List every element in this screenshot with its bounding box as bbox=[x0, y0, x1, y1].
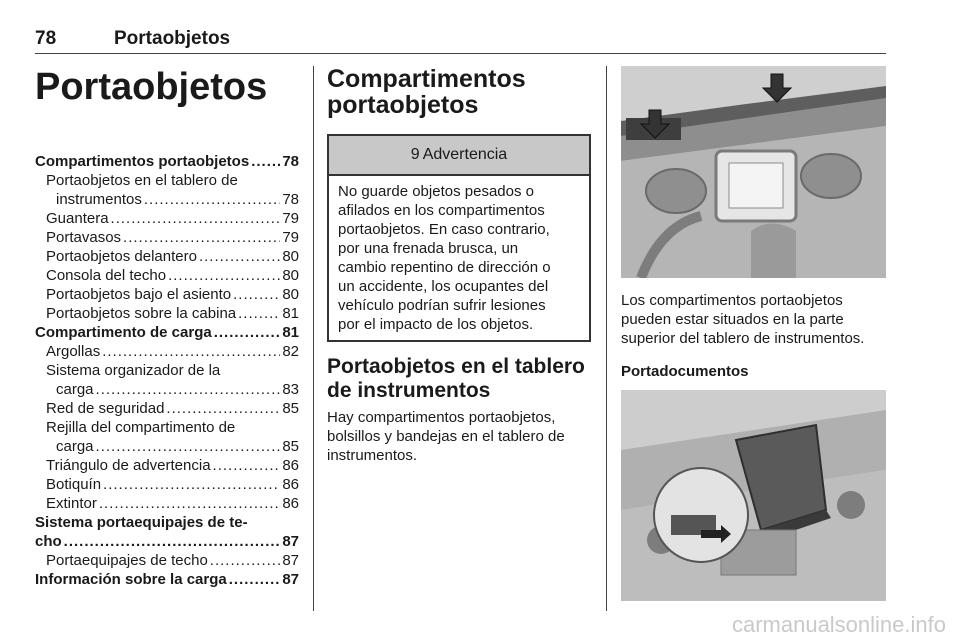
warning-header bbox=[329, 136, 589, 176]
toc-entry[interactable] bbox=[35, 304, 299, 323]
toc-entry-page: 83 bbox=[282, 381, 299, 398]
toc-entry-label: Botiquín bbox=[46, 476, 102, 493]
toc-leader-dots bbox=[96, 437, 281, 456]
toc-entry-label: carga bbox=[56, 381, 94, 398]
watermark: carmanualsonline.info bbox=[731, 612, 946, 637]
subsection-title-line: de instrumentos bbox=[327, 379, 491, 402]
warning-line: cambio repentino de dirección o bbox=[338, 259, 551, 276]
toc-entry-label: Portaobjetos bajo el asiento bbox=[46, 286, 232, 303]
toc-entry[interactable] bbox=[35, 190, 299, 209]
toc-entry-label: Extintor bbox=[46, 495, 97, 512]
header-rule bbox=[35, 53, 886, 54]
toc-entry[interactable]: Sistema portaequipajes de te- bbox=[35, 514, 248, 531]
toc-leader-dots bbox=[111, 209, 281, 228]
toc-entry-label: Compartimentos portaobjetos bbox=[35, 153, 250, 170]
toc-entry-page: 86 bbox=[282, 476, 299, 493]
toc-entry-label: Guantera bbox=[46, 210, 109, 227]
toc-entry[interactable] bbox=[35, 247, 299, 266]
toc-leader-dots bbox=[229, 570, 281, 589]
section-title-line: portaobjetos bbox=[327, 91, 479, 119]
toc-entry-page: 79 bbox=[282, 229, 299, 246]
toc-entry[interactable] bbox=[35, 456, 299, 475]
toc-entry[interactable] bbox=[35, 152, 299, 171]
toc-leader-dots bbox=[96, 380, 281, 399]
chapter-title: Portaobjetos bbox=[35, 66, 268, 108]
column-divider-1 bbox=[313, 66, 314, 611]
page-number: 78 bbox=[35, 28, 57, 49]
toc-entry[interactable] bbox=[35, 475, 299, 494]
body-line: Hay compartimentos portaobjetos, bbox=[327, 409, 556, 426]
toc-entry-page: 81 bbox=[282, 324, 299, 341]
toc-entry-label: Portaobjetos sobre la cabina bbox=[46, 305, 237, 322]
warning-line: un accidente, los ocupantes del bbox=[338, 278, 549, 295]
toc-entry-page: 79 bbox=[282, 210, 299, 227]
toc-entry-page: 85 bbox=[282, 400, 299, 417]
toc-entry[interactable] bbox=[35, 380, 299, 399]
toc-leader-dots bbox=[168, 266, 280, 285]
toc-entry-page: 87 bbox=[282, 533, 299, 550]
toc-column bbox=[35, 66, 299, 589]
toc-entry[interactable] bbox=[35, 209, 299, 228]
toc-entry[interactable]: Portaobjetos en el tablero de bbox=[46, 172, 238, 189]
toc-leader-dots bbox=[166, 399, 280, 418]
toc-leader-dots bbox=[251, 152, 280, 171]
warning-line: por el impacto de los objetos. bbox=[338, 316, 534, 333]
toc-entry-page: 86 bbox=[282, 495, 299, 512]
section-title bbox=[327, 66, 593, 118]
caption-line: pueden estar situados en la parte bbox=[621, 311, 844, 328]
toc-entry-label: carga bbox=[56, 438, 94, 455]
warning-triangle-icon: 9 bbox=[410, 146, 420, 163]
body-paragraph bbox=[327, 408, 593, 465]
toc-entry-page: 78 bbox=[282, 191, 299, 208]
subsection-title-line: Portaobjetos en el tablero bbox=[327, 355, 585, 378]
document-holder-illustration bbox=[621, 390, 886, 601]
subsection-title bbox=[327, 355, 593, 403]
toc-entry[interactable] bbox=[35, 437, 299, 456]
toc-entry[interactable] bbox=[35, 228, 299, 247]
toc-entry-page: 80 bbox=[282, 248, 299, 265]
toc-entry-page: 78 bbox=[282, 153, 299, 170]
toc-entry-label: Consola del techo bbox=[46, 267, 167, 284]
figure-column bbox=[621, 66, 886, 601]
toc-entry-page: 87 bbox=[282, 571, 299, 588]
toc-entry[interactable] bbox=[35, 494, 299, 513]
toc-entry[interactable]: Rejilla del compartimento de bbox=[46, 419, 236, 436]
toc-entry[interactable] bbox=[35, 342, 299, 361]
body-line: bolsillos y bandejas en el tablero de bbox=[327, 428, 565, 445]
table-of-contents bbox=[35, 152, 299, 589]
section-title-line: Compartimentos bbox=[327, 65, 526, 93]
caption-line: Los compartimentos portaobjetos bbox=[621, 292, 843, 309]
toc-entry[interactable] bbox=[35, 323, 299, 342]
toc-entry-page: 86 bbox=[282, 457, 299, 474]
toc-leader-dots bbox=[123, 228, 280, 247]
toc-leader-dots bbox=[144, 190, 280, 209]
content-column bbox=[327, 66, 593, 465]
toc-entry-page: 87 bbox=[282, 552, 299, 569]
dashboard-storage-illustration bbox=[621, 66, 886, 278]
toc-entry[interactable] bbox=[35, 399, 299, 418]
toc-entry-label: cho bbox=[35, 533, 62, 550]
toc-leader-dots bbox=[99, 494, 280, 513]
running-title: Portaobjetos bbox=[114, 28, 231, 49]
toc-leader-dots bbox=[210, 551, 281, 570]
toc-leader-dots bbox=[238, 304, 280, 323]
toc-entry[interactable]: Sistema organizador de la bbox=[46, 362, 221, 379]
toc-entry-page: 85 bbox=[282, 438, 299, 455]
toc-entry-page: 80 bbox=[282, 286, 299, 303]
toc-entry-page: 80 bbox=[282, 267, 299, 284]
toc-leader-dots bbox=[213, 456, 281, 475]
toc-entry-page: 82 bbox=[282, 343, 299, 360]
toc-leader-dots bbox=[102, 342, 280, 361]
toc-entry-label: Portavasos bbox=[46, 229, 122, 246]
toc-leader-dots bbox=[103, 475, 280, 494]
warning-line: portaobjetos. En caso contrario, bbox=[338, 221, 550, 238]
warning-line: afilados en los compartimentos bbox=[338, 202, 545, 219]
figure-caption bbox=[621, 291, 886, 348]
toc-leader-dots bbox=[199, 247, 280, 266]
toc-entry-label: Información sobre la carga bbox=[35, 571, 227, 588]
column-divider-2 bbox=[606, 66, 607, 611]
toc-entry[interactable] bbox=[35, 532, 299, 551]
warning-line: vehículo podrían sufrir lesiones bbox=[338, 297, 546, 314]
toc-entry-label: Red de seguridad bbox=[46, 400, 165, 417]
toc-leader-dots bbox=[214, 323, 281, 342]
toc-entry[interactable] bbox=[35, 551, 299, 570]
toc-entry[interactable] bbox=[35, 570, 299, 589]
warning-box bbox=[327, 134, 591, 342]
toc-entry-label: instrumentos bbox=[56, 191, 142, 208]
caption-line: superior del tablero de instrumentos. bbox=[621, 330, 865, 347]
toc-leader-dots bbox=[233, 285, 280, 304]
warning-title: Advertencia bbox=[422, 146, 508, 163]
document-holder-heading: Portadocumentos bbox=[621, 363, 749, 380]
toc-entry-label: Triángulo de advertencia bbox=[46, 457, 211, 474]
toc-entry-label: Portaequipajes de techo bbox=[46, 552, 208, 569]
toc-entry[interactable] bbox=[35, 266, 299, 285]
body-line: instrumentos. bbox=[327, 447, 418, 464]
toc-entry-label: Compartimento de carga bbox=[35, 324, 212, 341]
toc-entry-label: Portaobjetos delantero bbox=[46, 248, 197, 265]
warning-line: No guarde objetos pesados o bbox=[338, 183, 534, 200]
toc-entry-label: Argollas bbox=[46, 343, 101, 360]
toc-entry-page: 81 bbox=[282, 305, 299, 322]
toc-leader-dots bbox=[64, 532, 281, 551]
toc-entry[interactable] bbox=[35, 285, 299, 304]
warning-line: por una frenada brusca, un bbox=[338, 240, 519, 257]
warning-text bbox=[329, 176, 589, 340]
